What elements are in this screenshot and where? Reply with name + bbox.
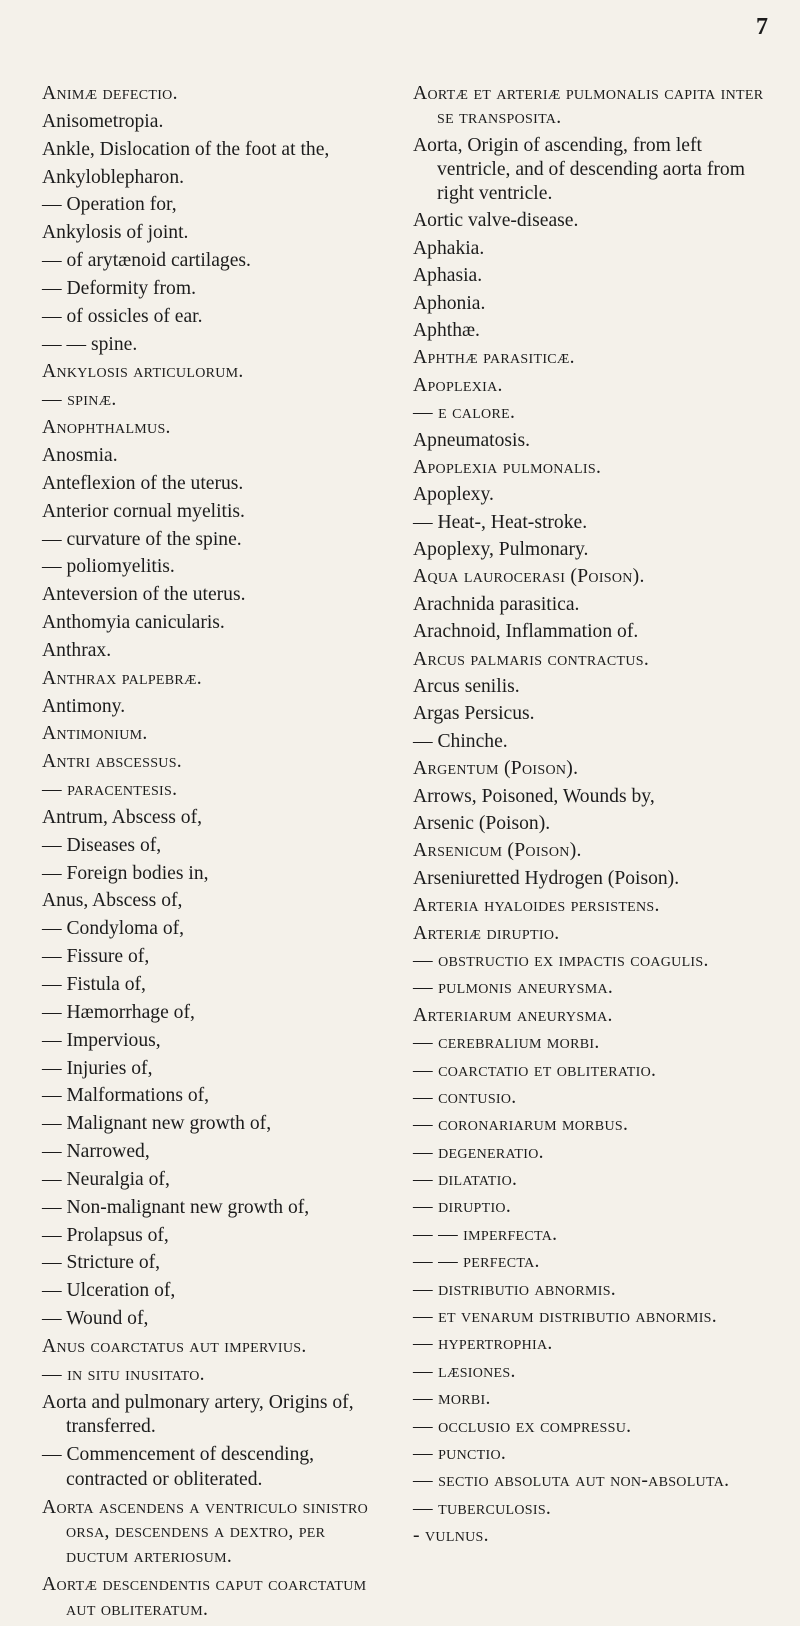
- index-entry: — Malformations of,: [42, 1085, 210, 1107]
- index-entry: — Wound of,: [42, 1308, 149, 1330]
- index-entry: Anteflexion of the uterus.: [42, 472, 244, 494]
- index-entry: Anophthalmus.: [42, 417, 171, 439]
- index-entry: Anosmia.: [42, 444, 118, 466]
- index-entry: — dilatatio.: [413, 1169, 518, 1191]
- index-entry: — punctio.: [413, 1442, 507, 1464]
- index-entry: — Condyloma of,: [42, 918, 185, 940]
- index-entry: Anthomyia canicularis.: [42, 612, 225, 634]
- index-entry: Anus, Abscess of,: [42, 890, 183, 912]
- index-entry: Aorta, Origin of ascending, from left ventricle, and of descending aorta from right ventricle.: [413, 134, 745, 204]
- index-entry: — in situ inusitato.: [42, 1363, 205, 1385]
- index-entry: Aphasia.: [413, 265, 483, 287]
- index-entry: Antimony.: [42, 695, 126, 717]
- index-entry: Arteria hyaloides persistens.: [413, 895, 660, 917]
- index-entry: — Stricture of,: [42, 1252, 161, 1274]
- index-entry: — Injuries of,: [42, 1057, 153, 1079]
- index-entry: Ankylosis articulorum.: [42, 361, 244, 383]
- index-entry: Aortæ descendentis caput coarctatum aut obliteratum.: [42, 1574, 367, 1620]
- index-entry: — of arytænoid cartilages.: [42, 250, 251, 272]
- index-entry: - vulnus.: [413, 1525, 489, 1547]
- index-entry: Arachnida parasitica.: [413, 593, 580, 615]
- index-entry: — spinæ.: [42, 389, 117, 411]
- index-entry: — degeneratio.: [413, 1141, 544, 1163]
- index-entry: Argentum (Poison).: [413, 758, 579, 780]
- index-column-left: [42, 82, 392, 1626]
- index-entry: Arachnoid, Inflammation of.: [413, 621, 639, 643]
- index-entry: — coarctatio et obliteratio.: [413, 1059, 657, 1081]
- index-entry: — Prolapsus of,: [42, 1224, 169, 1246]
- index-entry: — distributio abnormis.: [413, 1278, 616, 1300]
- index-entry: Apneumatosis.: [413, 429, 531, 451]
- index-entry: Arcus senilis.: [413, 676, 520, 698]
- index-entry: — coronariarum morbus.: [413, 1114, 629, 1136]
- index-entry: Apoplexy.: [413, 484, 494, 506]
- index-entry: Apoplexia pulmonalis.: [413, 456, 602, 478]
- index-entry: Arteriæ diruptio.: [413, 922, 560, 944]
- index-entry: — et venarum distributio abnormis.: [413, 1306, 717, 1328]
- index-entry: Anus coarctatus aut impervius.: [42, 1335, 307, 1357]
- index-entry: — — perfecta.: [413, 1251, 540, 1273]
- index-entry: Anthrax.: [42, 639, 112, 661]
- index-entry: — of ossicles of ear.: [42, 305, 203, 327]
- index-entry: — — spine.: [42, 333, 138, 355]
- index-entry: — morbi.: [413, 1388, 491, 1410]
- index-entry: Anteversion of the uterus.: [42, 584, 246, 606]
- index-entry: — Neuralgia of,: [42, 1168, 170, 1190]
- index-entry: Argas Persicus.: [413, 703, 535, 725]
- index-entry: — Malignant new growth of,: [42, 1113, 272, 1135]
- index-entry: — Ulceration of,: [42, 1280, 176, 1302]
- page-number: 7: [756, 14, 768, 40]
- index-entry: — Commencement of descending, contracted or obliterated.: [42, 1444, 315, 1490]
- index-entry: Ankylosis of joint.: [42, 222, 189, 244]
- index-entry: — curvature of the spine.: [42, 528, 242, 550]
- index-entry: — obstructio ex impactis coagulis.: [413, 949, 709, 971]
- index-entry: — sectio absoluta aut non-absoluta.: [413, 1470, 730, 1492]
- index-column-right: [413, 82, 773, 1552]
- index-entry: — Fissure of,: [42, 946, 150, 968]
- index-entry: Aorta and pulmonary artery, Origins of, transferred.: [42, 1391, 354, 1438]
- index-entry: Aphthæ.: [413, 319, 480, 341]
- index-entry: Arrows, Poisoned, Wounds by,: [413, 785, 655, 807]
- index-entry: — contusio.: [413, 1086, 517, 1108]
- index-entry: Arcus palmaris contractus.: [413, 648, 650, 670]
- index-entry: Ankle, Dislocation of the foot at the,: [42, 138, 330, 160]
- index-entry: Aqua laurocerasi (Poison).: [413, 566, 645, 588]
- index-entry: — diruptio.: [413, 1196, 512, 1218]
- index-entry: Anisometropia.: [42, 110, 164, 132]
- index-entry: Aphthæ parasiticæ.: [413, 347, 575, 369]
- index-entry: Aorta ascendens a ventriculo sinistro orsa, descendens a dextro, per ductum arteriosum.: [42, 1496, 368, 1568]
- index-entry: — Deformity from.: [42, 277, 196, 299]
- index-entry: — Foreign bodies in,: [42, 862, 209, 884]
- index-entry: — Narrowed,: [42, 1141, 150, 1163]
- index-entry: — e calore.: [413, 402, 516, 424]
- index-entry: — hypertrophia.: [413, 1333, 553, 1355]
- index-entry: Apoplexy, Pulmonary.: [413, 539, 589, 561]
- index-entry: — Operation for,: [42, 194, 177, 216]
- index-entry: — Chinche.: [413, 730, 508, 752]
- index-entry: Anterior cornual myelitis.: [42, 500, 245, 522]
- index-entry: Aphonia.: [413, 292, 486, 314]
- index-entry: — Hæmorrhage of,: [42, 1001, 195, 1023]
- index-entry: Antrum, Abscess of,: [42, 806, 203, 828]
- index-entry: Anthrax palpebræ.: [42, 667, 203, 689]
- index-entry: — poliomyelitis.: [42, 556, 175, 578]
- index-entry: — Diseases of,: [42, 834, 162, 856]
- index-entry: Ankyloblepharon.: [42, 166, 185, 188]
- index-entry: — læsiones.: [413, 1360, 516, 1382]
- index-entry: Antri abscessus.: [42, 751, 183, 773]
- index-entry: — pulmonis aneurysma.: [413, 977, 614, 999]
- index-entry: Aphakia.: [413, 237, 485, 259]
- index-entry: Aortæ et arteriæ pulmonalis capita inter se transposita.: [413, 83, 764, 129]
- index-entry: Antimonium.: [42, 723, 148, 745]
- index-entry: — cerebralium morbi.: [413, 1032, 600, 1054]
- index-entry: Arseniuretted Hydrogen (Poison).: [413, 867, 680, 889]
- index-entry: — Heat-, Heat-stroke.: [413, 511, 588, 533]
- index-entry: — Fistula of,: [42, 974, 146, 995]
- index-entry: — paracentesis.: [42, 779, 178, 801]
- index-entry: Arteriarum aneurysma.: [413, 1004, 613, 1026]
- index-entry: Arsenic (Poison).: [413, 812, 551, 834]
- index-entry: Apoplexia.: [413, 374, 503, 396]
- index-entry: — Impervious,: [42, 1029, 161, 1051]
- index-entry: — tuberculosis.: [413, 1497, 552, 1519]
- index-entry: Arsenicum (Poison).: [413, 840, 582, 862]
- index-entry: — occlusio ex compressu.: [413, 1415, 632, 1437]
- index-entry: — Non-malignant new growth of,: [42, 1196, 310, 1218]
- index-entry: Animæ defectio.: [42, 83, 178, 104]
- index-entry: Aortic valve-disease.: [413, 210, 579, 232]
- index-entry: — — imperfecta.: [413, 1223, 558, 1245]
